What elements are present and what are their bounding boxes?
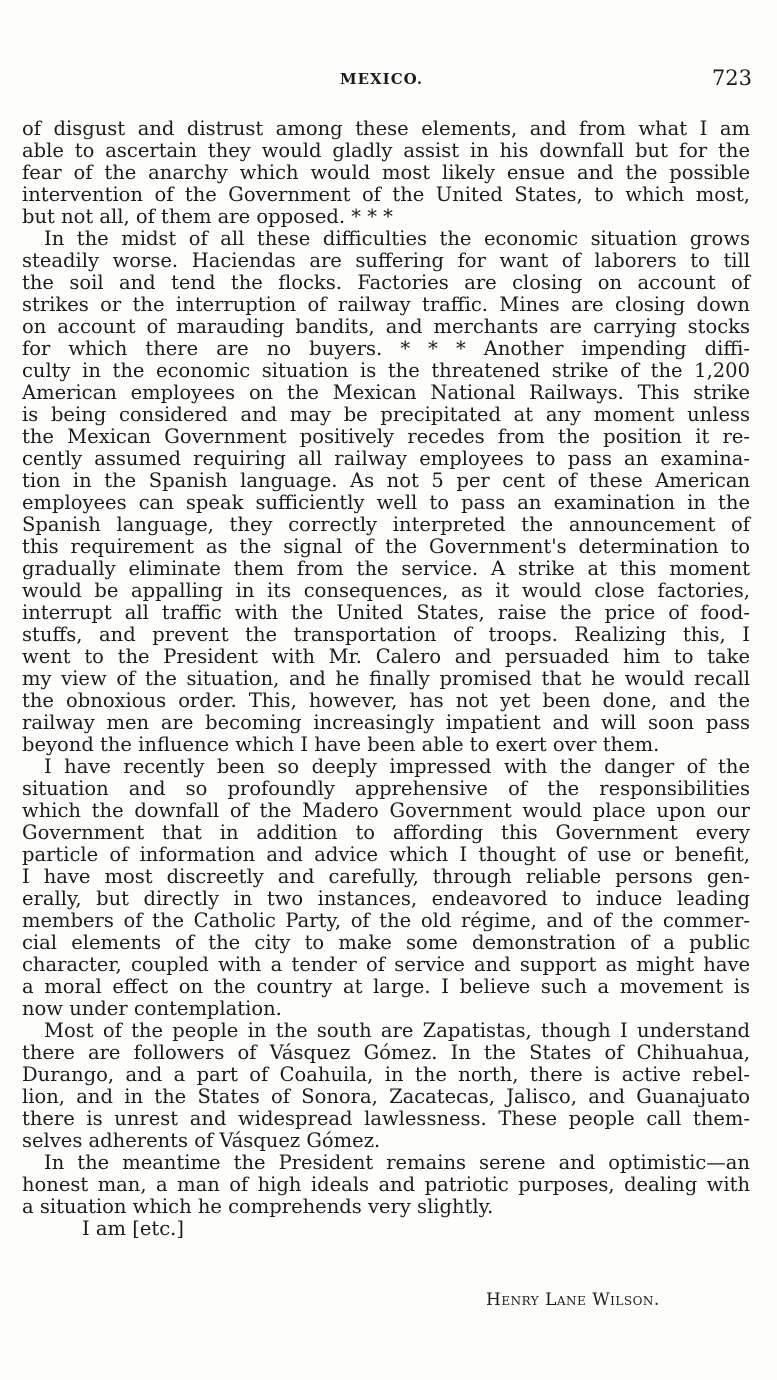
text-line: gradually eliminate them from the service. A strike at this moment (22, 557, 750, 580)
text-line: lion, and in the States of Sonora, Zacatecas, Jalisco, and Guanajuato (22, 1085, 750, 1108)
text-line: members of the Catholic Party, of the old régime, and of the commer- (22, 909, 750, 932)
text-line: Spanish language, they correctly interpreted the announcement of (22, 513, 750, 536)
text-line: is being considered and may be precipitated at any moment unless (22, 403, 750, 426)
text-line: fear of the anarchy which would most likely ensue and the possible (22, 161, 750, 184)
text-line: now under contemplation. (22, 997, 282, 1020)
text-line: In the midst of all these difficulties the economic situation grows (44, 227, 750, 250)
text-line: Government that in addition to affording this Government every (22, 821, 750, 844)
text-line: honest man, a man of high ideals and patriotic purposes, dealing with (22, 1173, 750, 1196)
text-line: beyond the influence which I have been able to exert over them. (22, 733, 660, 756)
paragraph (22, 228, 750, 756)
text-line: American employees on the Mexican National Railways. This strike (22, 381, 750, 404)
paragraph (22, 118, 750, 228)
page-number: 723 (711, 66, 752, 90)
text-line: employees can speak sufficiently well to pass an examination in the (22, 491, 750, 514)
text-line: culty in the economic situation is the threatened strike of the 1,200 (22, 359, 750, 382)
text-line: for which there are no buyers. * * * Another impending diffi- (22, 337, 750, 360)
text-line: cial elements of the city to make some demonstration of a public (22, 931, 750, 954)
text-line: I have most discreetly and carefully, through reliable persons gen- (22, 865, 750, 888)
running-head-title: MEXICO. (340, 70, 424, 88)
text-line: on account of marauding bandits, and merchants are carrying stocks (22, 315, 750, 338)
text-line: situation and so profoundly apprehensive of the responsibilities (22, 777, 750, 800)
paragraph (22, 1152, 750, 1218)
letter-body (22, 118, 750, 1240)
text-line: which the downfall of the Madero Government would place upon our (22, 799, 750, 822)
text-line: Most of the people in the south are Zapatistas, though I understand (44, 1019, 750, 1042)
text-line: I have recently been so deeply impressed with the danger of the (44, 755, 750, 778)
text-line: able to ascertain they would gladly assist in his downfall but for the (22, 139, 750, 162)
text-line: steadily worse. Haciendas are suffering for want of laborers to till (22, 249, 750, 272)
text-line: strikes or the interruption of railway traffic. Mines are closing down (22, 293, 750, 316)
paragraph (22, 1020, 750, 1152)
text-line: my view of the situation, and he finally promised that he would recall (22, 667, 750, 690)
text-line: character, coupled with a tender of service and support as might have (22, 953, 750, 976)
text-line: railway men are becoming increasingly impatient and will soon pass (22, 711, 750, 734)
text-line: the soil and tend the flocks. Factories are closing on account of (22, 271, 750, 294)
text-line: the Mexican Government positively recedes from the position it re- (22, 425, 750, 448)
paragraph (22, 756, 750, 1020)
text-line: tion in the Spanish language. As not 5 per cent of these American (22, 469, 750, 492)
text-line: particle of information and advice which I thought of use or benefit, (22, 843, 750, 866)
text-line: this requirement as the signal of the Government's determination to (22, 535, 750, 558)
text-line: would be appalling in its consequences, as it would close factories, (22, 579, 750, 602)
signature: Henry Lane Wilson. (486, 1290, 660, 1310)
text-line: cently assumed requiring all railway employees to pass an examina- (22, 447, 750, 470)
text-line: selves adherents of Vásquez Gómez. (22, 1129, 381, 1152)
running-head (0, 66, 777, 98)
text-line: of disgust and distrust among these elements, and from what I am (22, 117, 750, 140)
text-line: the obnoxious order. This, however, has not yet been done, and the (22, 689, 750, 712)
text-line: intervention of the Government of the United States, to which most, (22, 183, 750, 206)
text-line: but not all, of them are opposed. * * * (22, 205, 393, 228)
text-line: there are followers of Vásquez Gómez. In the States of Chihuahua, (22, 1041, 750, 1064)
text-line: a moral effect on the country at large. I believe such a movement is (22, 975, 750, 998)
text-line: there is unrest and widespread lawlessness. These people call them- (22, 1107, 750, 1130)
text-line: In the meantime the President remains serene and optimistic—an (44, 1151, 750, 1174)
text-line: stuffs, and prevent the transportation of troops. Realizing this, I (22, 623, 750, 646)
closing-line: I am [etc.] (82, 1217, 184, 1240)
text-line: went to the President with Mr. Calero and persuaded him to take (22, 645, 750, 668)
text-line: Durango, and a part of Coahuila, in the north, there is active rebel- (22, 1063, 750, 1086)
text-line: erally, but directly in two instances, endeavored to induce leading (22, 887, 750, 910)
text-line: interrupt all traffic with the United States, raise the price of food- (22, 601, 750, 624)
text-line: a situation which he comprehends very slightly. (22, 1195, 494, 1218)
